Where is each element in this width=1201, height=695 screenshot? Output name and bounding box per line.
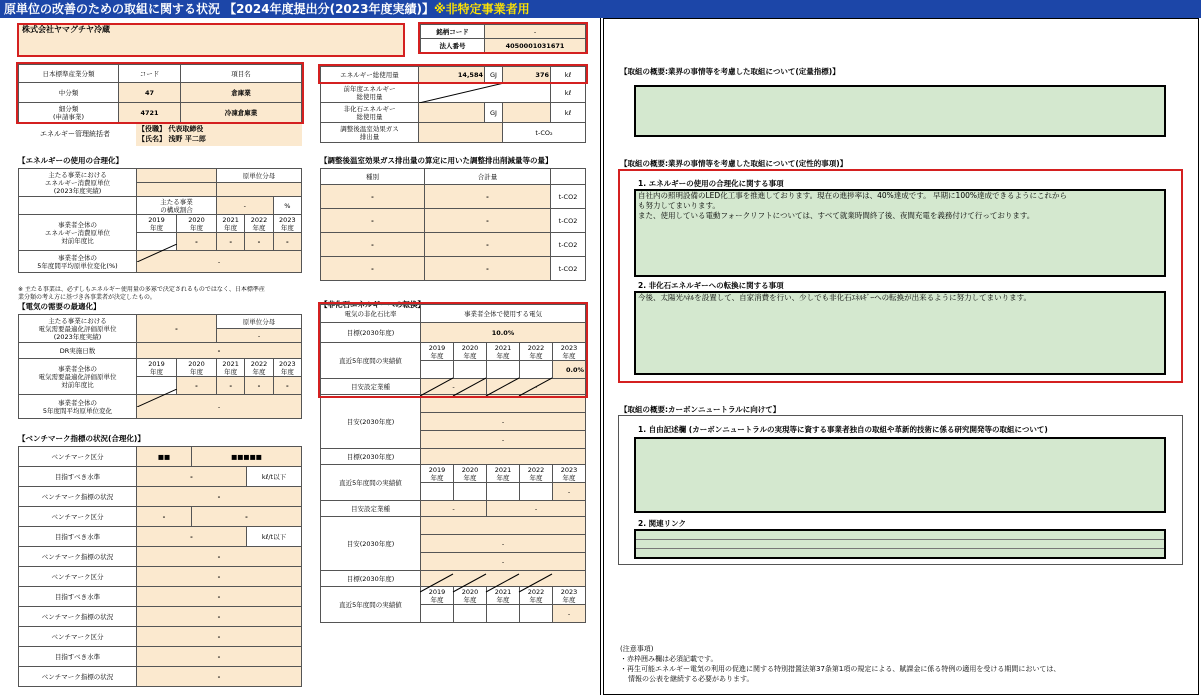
bench-value-2[interactable]: ■■■■■ xyxy=(192,447,302,467)
bench-value[interactable]: - xyxy=(137,607,302,627)
rate-label: 電気の非化石比率 xyxy=(321,305,421,323)
bench-row xyxy=(19,607,302,627)
ghg-h2: 合計量 xyxy=(425,169,551,185)
y2020: 2020 年度 xyxy=(177,215,217,233)
y2023: 2023 年度 xyxy=(553,343,586,361)
bench-row xyxy=(19,547,302,567)
bench-label: ベンチマーク区分 xyxy=(19,567,137,587)
demand-denom: 原単位分母 xyxy=(217,315,302,329)
mgr-label: エネルギー管理統括者 xyxy=(40,130,110,138)
slash-line xyxy=(420,378,453,396)
bench-label: 目指すべき水準 xyxy=(19,527,137,547)
y2020: 2020 年度 xyxy=(177,359,217,377)
ratio-label: 主たる事業 の構成割合 xyxy=(137,197,217,215)
guide2030-label: 目安(2030年度) xyxy=(321,395,421,449)
sec-qual-title: 【取組の概要:業界の事情等を考慮した取組について(定性的事項)】 xyxy=(620,159,848,168)
y2023: 2023 年度 xyxy=(273,359,301,377)
nonfossil-label: 非化石エネルギー 総使用量 xyxy=(321,103,419,123)
company-name: 株式会社ヤマグチヤ冷蔵 xyxy=(22,25,110,34)
slash-line xyxy=(519,574,552,592)
quant-textbox[interactable] xyxy=(634,85,1166,137)
cn-sub2: 2. 関連リンク xyxy=(638,519,687,528)
target3-label: 目標(2030年度) xyxy=(321,571,421,587)
notes-title: (注意事項) xyxy=(620,645,654,653)
bench-unit: kℓ/t以下 xyxy=(247,467,302,487)
bench-unit: kℓ/t以下 xyxy=(247,527,302,547)
note-1: ・赤枠囲み欄は必須記載です。 xyxy=(620,655,718,663)
bench-label: ベンチマーク指標の状況 xyxy=(19,487,137,507)
bench-label: 目指すべき水準 xyxy=(19,467,137,487)
dr-label: DR実施日数 xyxy=(19,343,137,359)
bench-value-1[interactable]: ■■ xyxy=(137,447,192,467)
actual3-label: 直近5年度間の実績値 xyxy=(321,587,421,623)
bench-value[interactable]: - xyxy=(137,487,302,507)
nonfossil-slashes xyxy=(420,360,600,695)
qual-sub1: 1. エネルギーの使用の合理化に関する事項 xyxy=(638,179,784,188)
main-energy-label: 主たる事業における エネルギー消費原単位 (2023年度実績) xyxy=(19,169,137,197)
bench-value[interactable]: - xyxy=(137,547,302,567)
y2021: 2021 年度 xyxy=(487,587,520,605)
prev-slash xyxy=(419,83,504,103)
right-panel xyxy=(603,18,1199,695)
corp-label: 法人番号 xyxy=(421,39,485,53)
bench-value-2[interactable]: - xyxy=(192,507,302,527)
mid-name[interactable]: 倉庫業 xyxy=(181,83,302,103)
corp-value[interactable]: 4050001031671 xyxy=(485,39,586,53)
link-row-2[interactable] xyxy=(636,540,1164,549)
rate-head: 事業者全体で使用する電気 xyxy=(421,305,586,323)
y2019: 2019 年度 xyxy=(421,465,454,483)
target-value[interactable]: 10.0% xyxy=(421,323,586,343)
ghg-unit: t-CO2 xyxy=(551,257,586,281)
y2022: 2022 年度 xyxy=(520,587,553,605)
energy-table xyxy=(320,66,586,143)
denom-value[interactable] xyxy=(217,183,302,197)
industry-h3: 項目名 xyxy=(181,65,302,83)
guide-value2[interactable]: - xyxy=(487,501,586,517)
ghg-type[interactable]: - xyxy=(321,185,425,209)
pct: % xyxy=(273,197,301,215)
slash-line xyxy=(420,574,453,592)
slash-2019 xyxy=(137,244,177,262)
qual-text-2: 今後、太陽光ﾊﾈﾙを設置して、自家消費を行い、少しでも非化石ｴﾈﾙｷﾞｰへの転換が出来るように努力してまいります。 xyxy=(638,293,1031,302)
sec-demand-title: 【電気の需要の最適化】 xyxy=(18,302,101,311)
main-energy-value[interactable] xyxy=(137,169,217,183)
yoy-2022[interactable]: - xyxy=(245,233,273,251)
y2019: 2019 年度 xyxy=(137,359,177,377)
y2021: 2021 年度 xyxy=(217,215,245,233)
ghg-unit: t-CO2 xyxy=(551,185,586,209)
id-table xyxy=(420,24,586,53)
demand-yoy-label: 事業者全体の 電気需要最適化評価原単位 対前年度比 xyxy=(19,359,137,395)
mid-code[interactable]: 47 xyxy=(119,83,181,103)
guide2030-v3[interactable]: - xyxy=(421,553,586,571)
non-specific-note: ※非特定事業者用 xyxy=(433,2,530,16)
ghg-value[interactable] xyxy=(419,123,503,143)
blank xyxy=(19,197,137,215)
guide2030-v2[interactable]: - xyxy=(421,413,586,431)
demand-yoy-2023[interactable]: - xyxy=(273,377,301,395)
demand-yoy-2021[interactable]: - xyxy=(217,377,245,395)
nonfossil-gj[interactable] xyxy=(419,103,485,123)
link-row-1[interactable] xyxy=(636,531,1164,540)
avg-label: 事業者全体の 5年度間平均原単位変化(%) xyxy=(19,251,137,273)
sec-bench-title: 【ベンチマーク指標の状況(合理化)】 xyxy=(18,434,145,443)
bench-row xyxy=(19,667,302,687)
bench-row xyxy=(19,587,302,607)
sec-nonfossil-title: 【非化石エネルギーへの転換】 xyxy=(320,300,425,309)
ghg-amount[interactable]: - xyxy=(425,185,551,209)
qual-text-1c: また、使用している電動フォークリフトについては、すべて就業時間終了後、夜間充電を義務付けて行っております。 xyxy=(638,211,1035,220)
main-energy-value2[interactable] xyxy=(137,183,217,197)
sub-label: 細分類 (申請事業) xyxy=(19,103,119,123)
demand-avg-value[interactable]: - xyxy=(137,395,302,419)
guide2030-v2[interactable]: - xyxy=(421,535,586,553)
total-label: エネルギー総使用量 xyxy=(321,67,419,83)
slash-line xyxy=(519,378,552,396)
total-kl[interactable]: 376 xyxy=(503,67,551,83)
y2023: 2023 年度 xyxy=(273,215,301,233)
ghg-unit: t-CO2 xyxy=(551,233,586,257)
bench-label: ベンチマーク区分 xyxy=(19,507,137,527)
unit-gj: GJ xyxy=(485,67,503,83)
sec-ghg-title: 【調整後温室効果ガス排出量の算定に用いた調整排出削減量等の量】 xyxy=(320,156,553,165)
y2020: 2020 年度 xyxy=(454,465,487,483)
code-label: 銘柄コード xyxy=(421,25,485,39)
industry-table xyxy=(18,64,302,123)
guide2030-label: 目安(2030年度) xyxy=(321,517,421,571)
y2023: 2023 年度 xyxy=(553,587,586,605)
mgr-name: 【氏名】 浅野 平二郎 xyxy=(138,135,206,143)
y2021: 2021 年度 xyxy=(487,465,520,483)
demand-main-value[interactable]: - xyxy=(137,315,217,343)
ghg-label: 調整後温室効果ガス 排出量 xyxy=(321,123,419,143)
bench-label: ベンチマーク指標の状況 xyxy=(19,547,137,567)
code-value[interactable]: - xyxy=(485,25,586,39)
dr-value[interactable]: - xyxy=(137,343,302,359)
industry-h1: 日本標準産業分類 xyxy=(19,65,119,83)
ghg-type[interactable]: - xyxy=(321,209,425,233)
ghg-table xyxy=(320,168,586,281)
bench-value[interactable]: - xyxy=(137,467,247,487)
unit-kl: kℓ xyxy=(551,103,586,123)
bench-value[interactable]: - xyxy=(137,567,302,587)
unit-kl: kℓ xyxy=(551,83,586,103)
guide-value[interactable]: - xyxy=(421,379,487,395)
bench-value[interactable]: - xyxy=(137,627,302,647)
guide-label: 目安設定業種 xyxy=(321,501,421,517)
yoy-label: 事業者全体の エネルギー消費原単位 対前年度比 xyxy=(19,215,137,251)
y2022: 2022 年度 xyxy=(520,343,553,361)
bench-row xyxy=(19,627,302,647)
yoy-2020[interactable]: - xyxy=(177,233,217,251)
y2023: 2023 年度 xyxy=(553,465,586,483)
y2019: 2019 年度 xyxy=(421,587,454,605)
bench-label: 目指すべき水準 xyxy=(19,587,137,607)
ghg-amount[interactable]: - xyxy=(425,233,551,257)
sub-name[interactable]: 冷凍倉庫業 xyxy=(181,103,302,123)
demand-avg-label: 事業者全体の 5年度間平均原単位変化 xyxy=(19,395,137,419)
guide2030-v3[interactable]: - xyxy=(421,431,586,449)
y2019: 2019 年度 xyxy=(421,343,454,361)
actual3-2023[interactable]: - xyxy=(553,605,586,623)
bench-row xyxy=(19,487,302,507)
denom-label: 原単位分母 xyxy=(217,169,302,183)
note-2: ・再生可能エネルギー電気の利用の促進に関する特別措置法第37条第1項の規定による、賦課金に係る特例の適用を受ける期間においては、 xyxy=(620,665,1061,673)
avg-value[interactable]: - xyxy=(137,251,302,273)
ghg-amount[interactable]: - xyxy=(425,257,551,281)
blank xyxy=(551,169,586,185)
link-box xyxy=(634,529,1166,559)
link-row-3[interactable] xyxy=(636,549,1164,557)
cn-sub1: 1. 自由記述欄 (カーボンニュートラルの実現等に資する事業者独自の取組や革新的技術に係る研究開発等の取組について) xyxy=(638,425,1048,434)
yoy-2023[interactable]: - xyxy=(273,233,301,251)
ghg-type[interactable]: - xyxy=(321,233,425,257)
demand-main-label: 主たる事業における 電気需要最適化評価原単位 (2023年度実績) xyxy=(19,315,137,343)
bench-label: ベンチマーク指標の状況 xyxy=(19,607,137,627)
bench-value[interactable]: - xyxy=(137,667,302,687)
bench-row xyxy=(19,647,302,667)
actual2-2023[interactable]: - xyxy=(553,483,586,501)
bench-label: ベンチマーク区分 xyxy=(19,627,137,647)
y2022: 2022 年度 xyxy=(245,359,273,377)
unit-gj: GJ xyxy=(485,103,503,123)
y2021: 2021 年度 xyxy=(217,359,245,377)
y2021: 2021 年度 xyxy=(487,343,520,361)
y2022: 2022 年度 xyxy=(520,465,553,483)
actual2-label: 直近5年度間の実績値 xyxy=(321,465,421,501)
ghg-unit: t-CO₂ xyxy=(503,123,586,143)
demand-yoy-2020[interactable]: - xyxy=(177,377,217,395)
demand-denom-value[interactable]: - xyxy=(217,329,302,343)
bench-row xyxy=(19,527,302,547)
y2020: 2020 年度 xyxy=(454,343,487,361)
sub-code[interactable]: 4721 xyxy=(119,103,181,123)
bench-label: 目指すべき水準 xyxy=(19,647,137,667)
target2-label: 目標(2030年度) xyxy=(321,449,421,465)
prev-label: 前年度エネルギー 総使用量 xyxy=(321,83,419,103)
y2022: 2022 年度 xyxy=(245,215,273,233)
mid-label: 中分類 xyxy=(19,83,119,103)
qual-text-1b: も努力してまいります。 xyxy=(638,201,720,210)
bench-row xyxy=(19,507,302,527)
qual-text-1a: 自社内の照明設備のLED化工事を推進しております。現在の進捗率は、40%達成です。 早期に100%達成できるようにこれから xyxy=(638,191,1067,200)
sec-energy-title: 【エネルギーの使用の合理化】 xyxy=(18,156,123,165)
qual-textbox-2[interactable] xyxy=(634,291,1166,375)
bench-value[interactable]: - xyxy=(137,647,302,667)
page-header xyxy=(0,0,1201,18)
nonfossil-kl[interactable] xyxy=(503,103,551,123)
ratio-value[interactable]: - xyxy=(217,197,274,215)
y2020: 2020 年度 xyxy=(454,587,487,605)
industry-h2: コード xyxy=(119,65,181,83)
bench-label: ベンチマーク区分 xyxy=(19,447,137,467)
bench-value[interactable]: - xyxy=(137,527,247,547)
actual-2023[interactable]: 0.0% xyxy=(553,361,586,379)
mgr-role: 【役職】 代表取締役 xyxy=(138,125,204,133)
footnote: ※ 主たる事業は、必ずしもエネルギー使用量の多寡で決定されるものではなく、日本標準産 業分類の考え方に基づき各事業者が決定したもの。 xyxy=(18,286,265,301)
left-panel xyxy=(2,18,601,695)
yoy-2021[interactable]: - xyxy=(217,233,245,251)
demand-yoy-2022[interactable]: - xyxy=(245,377,273,395)
sec-quant-title: 【取組の概要:業界の事情等を考慮した取組について(定量指標)】 xyxy=(620,67,840,76)
page-title: 原単位の改善のための取組に関する状況 【2024年度提出分(2023年度実績)】 xyxy=(4,2,434,16)
qual-sub2: 2. 非化石エネルギーへの転換に関する事項 xyxy=(638,281,784,290)
slash-line xyxy=(486,378,519,396)
unit-kl: kℓ xyxy=(551,67,586,83)
target-label: 目標(2030年度) xyxy=(321,323,421,343)
ghg-unit: t-CO2 xyxy=(551,209,586,233)
slash-2019 xyxy=(137,389,177,407)
y2019: 2019 年度 xyxy=(137,215,177,233)
bench-value[interactable]: - xyxy=(137,587,302,607)
bench-label: ベンチマーク指標の状況 xyxy=(19,667,137,687)
bench-row xyxy=(19,447,302,467)
sec-cn-title: 【取組の概要:カーボンニュートラルに向けて】 xyxy=(620,405,781,414)
cn-textbox[interactable] xyxy=(634,437,1166,513)
actual-label: 直近5年度間の実績値 xyxy=(321,343,421,379)
guide-label: 目安設定業種 xyxy=(321,379,421,395)
ghg-type[interactable]: - xyxy=(321,257,425,281)
note-3: 情報の公表を継続する必要があります。 xyxy=(628,675,754,683)
ghg-h1: 種別 xyxy=(321,169,425,185)
bench-row xyxy=(19,567,302,587)
ghg-amount[interactable]: - xyxy=(425,209,551,233)
bench-value-1[interactable]: - xyxy=(137,507,192,527)
slash-line xyxy=(453,574,486,592)
slash-line xyxy=(486,574,519,592)
bench-row xyxy=(19,467,302,487)
bench-table xyxy=(18,446,302,687)
guide-value[interactable]: - xyxy=(421,501,487,517)
slash-line xyxy=(453,378,486,396)
total-gj[interactable]: 14,584 xyxy=(419,67,485,83)
